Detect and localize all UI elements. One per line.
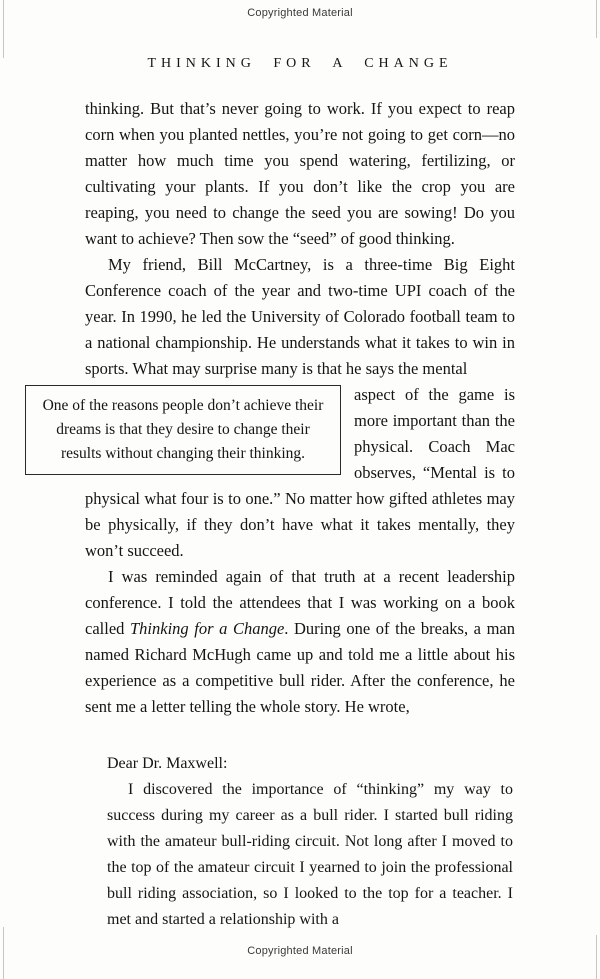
paragraph-1 [85, 96, 515, 252]
letter-block [107, 751, 513, 933]
running-head-title: THINKING FOR A CHANGE [147, 56, 453, 71]
paragraph-3 [85, 564, 515, 720]
copyright-notice-top: Copyrighted Material [247, 7, 353, 19]
paragraph-2-wrap [42, 382, 515, 564]
book-title-italic: Thinking for a Change [130, 619, 285, 638]
pullquote-text: One of the reasons people don’t achieve their dreams is that they desire to change their results without changing their thinking. [42, 397, 324, 462]
paragraph-2-intro-text: My friend, Bill McCartney, is a three-time Big Eight Conference coach of the year and two-time UPI coach of the year. In 1990, he led the University of Colorado football team to a national championship. He understands what it takes to win in sports. What may surprise many is that he says the mental [85, 255, 515, 378]
paragraph-1-text: thinking. But that’s never going to work. If you expect to reap corn when you planted nettles, you’re not going to get corn—no matter how much time you spend watering, fertilizing, or cultivating your plants. If you don’t like the crop you are reaping, you need to change the seed you are sowing! Do you want to achieve? Then sow the “seed” of good thinking. [85, 99, 515, 248]
letter-body-text: I discovered the importance of “thinking” my way to success during my career as a bull rider. I started bull riding with the amateur bull-riding circuit. Not long after I moved to the top of the amateur circuit I yearned to join the professional bull riding association, so I looked to the top for a teacher. I met and started a relationship with a [107, 781, 513, 928]
paragraph-3-text-a: I was reminded again of that truth at a recent leadership conference. I told the attendees that I was working on a book called [85, 567, 515, 638]
page-edge-bottom-right [596, 935, 597, 979]
letter-salutation: Dear Dr. Maxwell: [107, 755, 228, 772]
pullquote-box [25, 385, 341, 475]
paragraph-2-wrap-text: aspect of the game is more important than the physical. Coach Mac observes, “Mental is to physical what four is to one.” No matter how gifted athletes may be physically, if they don’t have what it takes mentally, they won’t succeed. [85, 385, 515, 560]
paragraph-3-text-b: . During one of the breaks, a man named Richard McHugh came up and told me a little about his experience as a competitive bull rider. After the conference, he sent me a letter telling the whole story. He wrote, [85, 619, 515, 716]
paragraph-2-intro [85, 252, 515, 382]
page-edge-top-right [596, 0, 597, 38]
copyright-notice-bottom: Copyrighted Material [247, 945, 353, 957]
page-body-text [42, 96, 515, 933]
letter-body [107, 777, 513, 933]
